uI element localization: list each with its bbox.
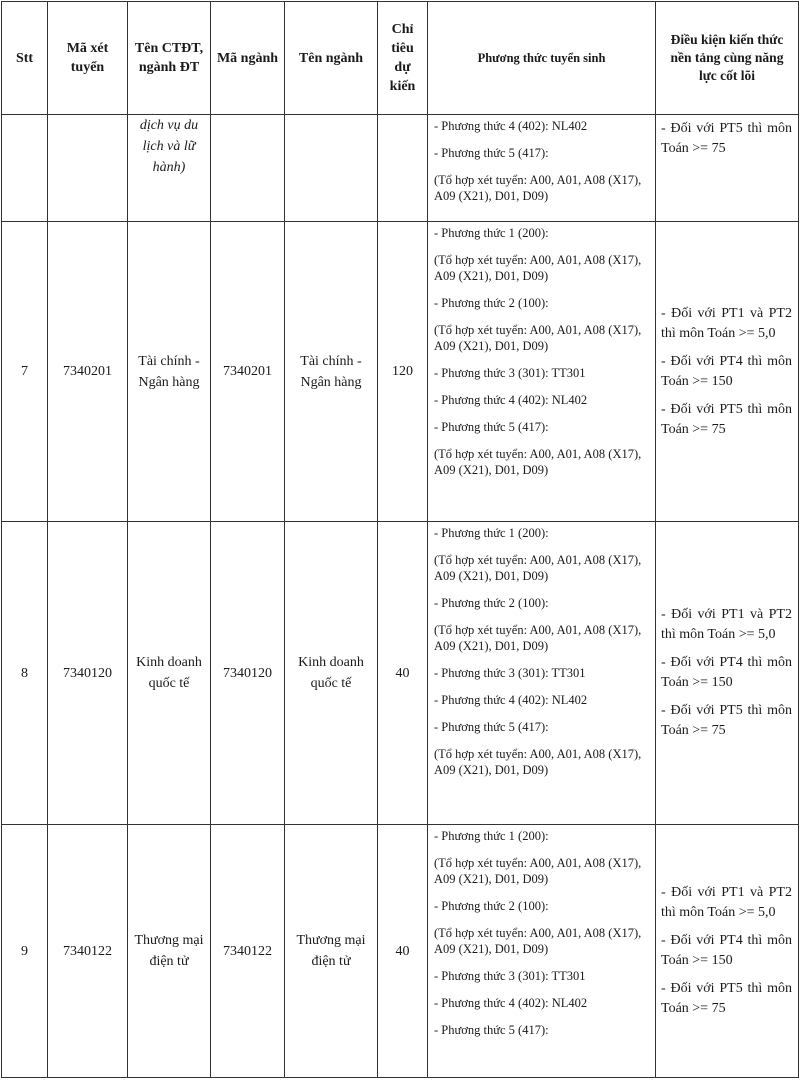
cell-ten-nganh: Tài chính - Ngân hàng: [285, 222, 378, 522]
condition-line: - Đối với PT1 và PT2 thì môn Toán >= 5,0: [661, 885, 792, 920]
cell-stt: 7: [2, 222, 48, 522]
method-line: (Tổ hợp xét tuyển: A00, A01, A08 (X17), A09 (X21), D01, D09): [434, 623, 642, 653]
method-line: - Phương thức 5 (417):: [434, 420, 549, 434]
method-line: (Tổ hợp xét tuyển: A00, A01, A08 (X17), A09 (X21), D01, D09): [434, 926, 642, 956]
condition-line: - Đối với PT5 thì môn Toán >= 75: [661, 121, 792, 156]
condition-line: - Đối với PT4 thì môn Toán >= 150: [661, 933, 792, 968]
method-line: - Phương thức 5 (417):: [434, 720, 549, 734]
cell-dieu-kien: [656, 222, 799, 522]
table-row: [2, 222, 799, 522]
cell-dieu-kien: [656, 522, 799, 825]
method-line: - Phương thức 5 (417):: [434, 1023, 549, 1037]
condition-line: - Đối với PT1 và PT2 thì môn Toán >= 5,0: [661, 607, 792, 642]
method-line: (Tổ hợp xét tuyển: A00, A01, A08 (X17), A09 (X21), D01, D09): [434, 173, 642, 203]
header-dieu-kien: Điều kiện kiến thức nền tảng cùng năng lực cốt lõi: [656, 2, 799, 115]
cell-phuong-thuc: [428, 222, 656, 522]
cell-chi-tieu: 120: [378, 222, 428, 522]
method-line: - Phương thức 4 (402): NL402: [434, 693, 588, 707]
method-line: (Tổ hợp xét tuyển: A00, A01, A08 (X17), A09 (X21), D01, D09): [434, 747, 642, 777]
header-phuong-thuc: Phương thức tuyển sinh: [428, 2, 656, 115]
condition-line: - Đối với PT4 thì môn Toán >= 150: [661, 353, 792, 389]
header-ma-xet-tuyen: Mã xét tuyển: [48, 2, 128, 115]
cell-chi-tieu: [378, 115, 428, 222]
method-line: - Phương thức 2 (100):: [434, 596, 549, 610]
method-line: - Phương thức 1 (200):: [434, 226, 549, 240]
table-row: [2, 522, 799, 825]
condition-line: - Đối với PT5 thì môn Toán >= 75: [661, 703, 792, 738]
method-line: - Phương thức 1 (200):: [434, 829, 549, 843]
header-ten-ctdt: Tên CTĐT, ngành ĐT: [128, 2, 211, 115]
cell-phuong-thuc: [428, 522, 656, 825]
cell-ten-nganh: Kinh doanh quốc tế: [285, 522, 378, 825]
cell-ma-xet-tuyen: 7340201: [48, 222, 128, 522]
method-line: (Tổ hợp xét tuyển: A00, A01, A08 (X17), A09 (X21), D01, D09): [434, 856, 642, 886]
cell-ten-ctdt: Thương mại điện tử: [128, 825, 211, 1078]
method-line: - Phương thức 2 (100):: [434, 899, 549, 913]
method-line: - Phương thức 4 (402): NL402: [434, 393, 588, 407]
table-row: [2, 825, 799, 1078]
method-line: - Phương thức 2 (100):: [434, 296, 549, 310]
method-line: - Phương thức 3 (301): TT301: [434, 969, 586, 983]
cell-ten-nganh: Thương mại điện tử: [285, 825, 378, 1078]
method-line: - Phương thức 4 (402): NL402: [434, 996, 588, 1010]
admission-table: [1, 1, 799, 1078]
cell-dieu-kien: [656, 825, 799, 1078]
condition-line: - Đối với PT5 thì môn Toán >= 75: [661, 401, 792, 437]
header-stt: Stt: [2, 2, 48, 115]
cell-ma-nganh: 7340120: [211, 522, 285, 825]
method-line: - Phương thức 3 (301): TT301: [434, 366, 586, 380]
header-ma-nganh: Mã ngành: [211, 2, 285, 115]
method-line: - Phương thức 3 (301): TT301: [434, 666, 586, 680]
method-line: - Phương thức 5 (417):: [434, 146, 549, 160]
cell-stt: 9: [2, 825, 48, 1078]
cell-ma-xet-tuyen: 7340122: [48, 825, 128, 1078]
header-ten-nganh: Tên ngành: [285, 2, 378, 115]
header-chi-tieu: Chỉ tiêu dự kiến: [378, 2, 428, 115]
cell-ma-xet-tuyen: [48, 115, 128, 222]
cell-ma-xet-tuyen: 7340120: [48, 522, 128, 825]
method-line: (Tổ hợp xét tuyển: A00, A01, A08 (X17), A09 (X21), D01, D09): [434, 447, 642, 477]
condition-line: - Đối với PT1 và PT2 thì môn Toán >= 5,0: [661, 305, 792, 341]
cell-stt: [2, 115, 48, 222]
cell-ten-nganh: [285, 115, 378, 222]
cell-phuong-thuc: [428, 115, 656, 222]
condition-line: - Đối với PT5 thì môn Toán >= 75: [661, 981, 792, 1016]
cell-chi-tieu: 40: [378, 522, 428, 825]
cell-phuong-thuc: [428, 825, 656, 1078]
cell-ten-ctdt: Tài chính - Ngân hàng: [128, 222, 211, 522]
cell-chi-tieu: 40: [378, 825, 428, 1078]
method-line: (Tổ hợp xét tuyển: A00, A01, A08 (X17), A09 (X21), D01, D09): [434, 323, 642, 353]
cell-ten-ctdt: dịch vụ du lịch và lữ hành): [128, 115, 211, 222]
cell-dieu-kien: [656, 115, 799, 222]
method-line: - Phương thức 1 (200):: [434, 526, 549, 540]
cell-ma-nganh: [211, 115, 285, 222]
header-row: [2, 2, 799, 115]
cell-ma-nganh: 7340122: [211, 825, 285, 1078]
method-line: - Phương thức 4 (402): NL402: [434, 119, 588, 133]
cell-stt: 8: [2, 522, 48, 825]
cell-ten-ctdt: Kinh doanh quốc tế: [128, 522, 211, 825]
method-line: (Tổ hợp xét tuyển: A00, A01, A08 (X17), A09 (X21), D01, D09): [434, 253, 642, 283]
table-row: [2, 115, 799, 222]
method-line: (Tổ hợp xét tuyển: A00, A01, A08 (X17), A09 (X21), D01, D09): [434, 553, 642, 583]
cell-ma-nganh: 7340201: [211, 222, 285, 522]
condition-line: - Đối với PT4 thì môn Toán >= 150: [661, 655, 792, 690]
